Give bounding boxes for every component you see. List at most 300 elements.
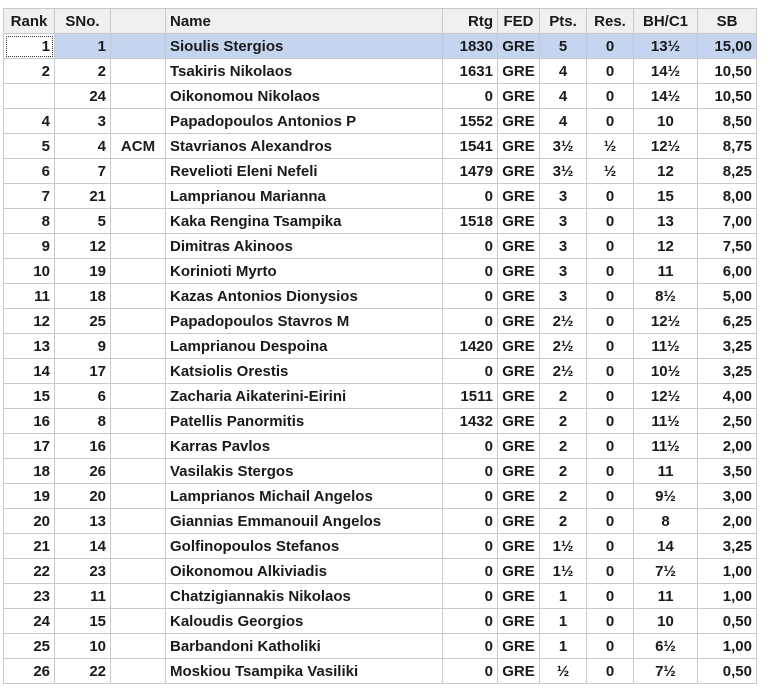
cell-fed: GRE (498, 234, 540, 259)
table-row[interactable] (4, 59, 757, 84)
column-header-sb[interactable]: SB (698, 9, 757, 34)
cell-rank: 8 (4, 209, 55, 234)
cell-fed: GRE (498, 309, 540, 334)
cell-bh: 9½ (634, 484, 698, 509)
cell-name: Revelioti Eleni Nefeli (166, 159, 443, 184)
cell-sb: 3,25 (698, 334, 757, 359)
cell-bh: 8 (634, 509, 698, 534)
cell-rtg: 0 (443, 609, 498, 634)
cell-sno: 13 (55, 509, 111, 534)
cell-title (111, 109, 166, 134)
cell-bh: 13 (634, 209, 698, 234)
cell-sb: 3,25 (698, 359, 757, 384)
cell-pts: 1½ (540, 559, 587, 584)
cell-rank: 7 (4, 184, 55, 209)
cell-title (111, 609, 166, 634)
cell-name: Sioulis Stergios (166, 34, 443, 59)
cell-rank: 10 (4, 259, 55, 284)
cell-sno: 8 (55, 409, 111, 434)
table-row[interactable] (4, 34, 757, 59)
cell-name: Zacharia Aikaterini-Eirini (166, 384, 443, 409)
cell-fed: GRE (498, 359, 540, 384)
cell-rtg: 0 (443, 184, 498, 209)
table-row[interactable] (4, 109, 757, 134)
table-row[interactable] (4, 484, 757, 509)
cell-rank: 23 (4, 584, 55, 609)
cell-rank: 22 (4, 559, 55, 584)
table-row[interactable] (4, 184, 757, 209)
cell-sb: 7,00 (698, 209, 757, 234)
cell-fed: GRE (498, 384, 540, 409)
cell-fed: GRE (498, 459, 540, 484)
cell-pts: 2½ (540, 334, 587, 359)
cell-fed: GRE (498, 609, 540, 634)
cell-pts: 5 (540, 34, 587, 59)
cell-sno: 23 (55, 559, 111, 584)
header-row (4, 9, 757, 34)
cell-rank: 19 (4, 484, 55, 509)
cell-res: 0 (587, 609, 634, 634)
cell-fed: GRE (498, 259, 540, 284)
column-header-res[interactable]: Res. (587, 9, 634, 34)
cell-title (111, 234, 166, 259)
cell-sb: 15,00 (698, 34, 757, 59)
cell-name: Karras Pavlos (166, 434, 443, 459)
cell-pts: 1 (540, 609, 587, 634)
cell-sno: 15 (55, 609, 111, 634)
cell-name: Moskiou Tsampika Vasiliki (166, 659, 443, 684)
cell-rtg: 0 (443, 584, 498, 609)
cell-fed: GRE (498, 584, 540, 609)
cell-bh: 12½ (634, 384, 698, 409)
cell-rank: 11 (4, 284, 55, 309)
cell-title (111, 34, 166, 59)
cell-name: Vasilakis Stergos (166, 459, 443, 484)
table-row[interactable] (4, 334, 757, 359)
cell-res: 0 (587, 284, 634, 309)
cell-name: Patellis Panormitis (166, 409, 443, 434)
cell-rtg: 0 (443, 359, 498, 384)
cell-bh: 11 (634, 584, 698, 609)
cell-sb: 6,25 (698, 309, 757, 334)
cell-bh: 14½ (634, 59, 698, 84)
cell-name: Dimitras Akinoos (166, 234, 443, 259)
cell-fed: GRE (498, 284, 540, 309)
cell-fed: GRE (498, 159, 540, 184)
table-row[interactable] (4, 534, 757, 559)
cell-res: ½ (587, 159, 634, 184)
cell-res: 0 (587, 484, 634, 509)
cell-title (111, 634, 166, 659)
cell-rtg: 1552 (443, 109, 498, 134)
cell-sno: 10 (55, 634, 111, 659)
cell-name: Katsiolis Orestis (166, 359, 443, 384)
cell-sb: 10,50 (698, 84, 757, 109)
table-row[interactable] (4, 409, 757, 434)
cell-pts: 3 (540, 284, 587, 309)
cell-sb: 0,50 (698, 659, 757, 684)
cell-name: Kaloudis Georgios (166, 609, 443, 634)
cell-title (111, 559, 166, 584)
cell-bh: 15 (634, 184, 698, 209)
cell-bh: 8½ (634, 284, 698, 309)
table-row[interactable] (4, 159, 757, 184)
cell-name: Lamprianou Marianna (166, 184, 443, 209)
cell-pts: 2½ (540, 359, 587, 384)
cell-bh: 12½ (634, 309, 698, 334)
cell-res: 0 (587, 534, 634, 559)
cell-rtg: 0 (443, 484, 498, 509)
cell-title (111, 184, 166, 209)
cell-sb: 1,00 (698, 559, 757, 584)
cell-fed: GRE (498, 184, 540, 209)
cell-pts: 2 (540, 484, 587, 509)
cell-sno: 5 (55, 209, 111, 234)
table-row[interactable] (4, 509, 757, 534)
cell-fed: GRE (498, 134, 540, 159)
cell-title (111, 409, 166, 434)
cell-sb: 4,00 (698, 384, 757, 409)
cell-res: 0 (587, 459, 634, 484)
cell-name: Korinioti Myrto (166, 259, 443, 284)
cell-sb: 8,25 (698, 159, 757, 184)
cell-name: Lamprianos Michail Angelos (166, 484, 443, 509)
cell-title (111, 309, 166, 334)
cell-res: 0 (587, 234, 634, 259)
cell-name: Lamprianou Despoina (166, 334, 443, 359)
cell-pts: 2 (540, 434, 587, 459)
cell-rtg: 1830 (443, 34, 498, 59)
cell-name: Golfinopoulos Stefanos (166, 534, 443, 559)
cell-sno: 3 (55, 109, 111, 134)
cell-fed: GRE (498, 334, 540, 359)
column-header-title[interactable] (111, 9, 166, 34)
cell-sb: 5,00 (698, 284, 757, 309)
cell-rank: 13 (4, 334, 55, 359)
cell-rank: 24 (4, 609, 55, 634)
column-header-bh[interactable]: BH/C1 (634, 9, 698, 34)
cell-res: 0 (587, 584, 634, 609)
cell-sno: 20 (55, 484, 111, 509)
cell-sno: 4 (55, 134, 111, 159)
cell-bh: 6½ (634, 634, 698, 659)
cell-rtg: 0 (443, 509, 498, 534)
table-row[interactable] (4, 609, 757, 634)
cell-title (111, 584, 166, 609)
cell-res: ½ (587, 134, 634, 159)
cell-bh: 12 (634, 234, 698, 259)
cell-sb: 2,00 (698, 509, 757, 534)
cell-sno: 11 (55, 584, 111, 609)
cell-name: Barbandoni Katholiki (166, 634, 443, 659)
cell-title (111, 59, 166, 84)
cell-title (111, 659, 166, 684)
cell-sb: 2,00 (698, 434, 757, 459)
cell-bh: 11½ (634, 334, 698, 359)
table-row[interactable] (4, 559, 757, 584)
cell-sb: 8,75 (698, 134, 757, 159)
cell-sb: 1,00 (698, 634, 757, 659)
cell-pts: 3 (540, 184, 587, 209)
cell-rank: 16 (4, 409, 55, 434)
cell-sb: 8,50 (698, 109, 757, 134)
column-header-pts[interactable]: Pts. (540, 9, 587, 34)
cell-rank: 12 (4, 309, 55, 334)
cell-rank: 18 (4, 459, 55, 484)
cell-fed: GRE (498, 534, 540, 559)
cell-pts: 1½ (540, 534, 587, 559)
cell-bh: 12 (634, 159, 698, 184)
cell-pts: ½ (540, 659, 587, 684)
cell-bh: 11½ (634, 409, 698, 434)
cell-sno: 14 (55, 534, 111, 559)
cell-rtg: 1511 (443, 384, 498, 409)
table-header (4, 9, 757, 34)
cell-rtg: 0 (443, 459, 498, 484)
cell-rtg: 0 (443, 434, 498, 459)
cell-pts: 2½ (540, 309, 587, 334)
cell-pts: 3 (540, 259, 587, 284)
cell-name: Chatzigiannakis Nikolaos (166, 584, 443, 609)
cell-sno: 2 (55, 59, 111, 84)
cell-name: Stavrianos Alexandros (166, 134, 443, 159)
cell-bh: 12½ (634, 134, 698, 159)
cell-fed: GRE (498, 484, 540, 509)
cell-res: 0 (587, 384, 634, 409)
cell-title (111, 509, 166, 534)
cell-rtg: 1420 (443, 334, 498, 359)
cell-title (111, 209, 166, 234)
cell-res: 0 (587, 359, 634, 384)
cell-sb: 3,50 (698, 459, 757, 484)
cell-rtg: 1541 (443, 134, 498, 159)
cell-fed: GRE (498, 109, 540, 134)
column-header-rtg[interactable]: Rtg (443, 9, 498, 34)
cell-fed: GRE (498, 84, 540, 109)
column-header-name[interactable]: Name (166, 9, 443, 34)
cell-title (111, 534, 166, 559)
table-row[interactable] (4, 234, 757, 259)
cell-title (111, 484, 166, 509)
cell-pts: 2 (540, 409, 587, 434)
table-row[interactable] (4, 434, 757, 459)
column-header-sno[interactable]: SNo. (55, 9, 111, 34)
cell-fed: GRE (498, 634, 540, 659)
cell-sno: 19 (55, 259, 111, 284)
cell-title (111, 459, 166, 484)
cell-sno: 16 (55, 434, 111, 459)
cell-res: 0 (587, 509, 634, 534)
cell-pts: 3½ (540, 159, 587, 184)
cell-fed: GRE (498, 59, 540, 84)
table-row[interactable] (4, 134, 757, 159)
column-header-rank[interactable]: Rank (4, 9, 55, 34)
cell-pts: 2 (540, 384, 587, 409)
cell-res: 0 (587, 409, 634, 434)
cell-rtg: 1631 (443, 59, 498, 84)
cell-rank (4, 84, 55, 109)
cell-title: ACM (111, 134, 166, 159)
cell-fed: GRE (498, 509, 540, 534)
cell-rtg: 0 (443, 84, 498, 109)
cell-name: Oikonomou Nikolaos (166, 84, 443, 109)
cell-rank: 4 (4, 109, 55, 134)
cell-bh: 14½ (634, 84, 698, 109)
standings-table-container (3, 8, 757, 684)
table-row[interactable] (4, 84, 757, 109)
cell-sb: 6,00 (698, 259, 757, 284)
cell-sb: 1,00 (698, 584, 757, 609)
cell-pts: 3½ (540, 134, 587, 159)
table-row[interactable] (4, 384, 757, 409)
cell-rtg: 0 (443, 309, 498, 334)
cell-bh: 11½ (634, 434, 698, 459)
cell-res: 0 (587, 634, 634, 659)
cell-rtg: 0 (443, 284, 498, 309)
cell-rtg: 0 (443, 534, 498, 559)
cell-res: 0 (587, 259, 634, 284)
cell-sb: 10,50 (698, 59, 757, 84)
cell-name: Papadopoulos Stavros M (166, 309, 443, 334)
cell-bh: 10 (634, 609, 698, 634)
cell-res: 0 (587, 659, 634, 684)
cell-name: Kazas Antonios Dionysios (166, 284, 443, 309)
column-header-fed[interactable]: FED (498, 9, 540, 34)
table-row[interactable] (4, 359, 757, 384)
cell-title (111, 84, 166, 109)
table-row[interactable] (4, 259, 757, 284)
cell-res: 0 (587, 334, 634, 359)
cell-title (111, 359, 166, 384)
table-row[interactable] (4, 309, 757, 334)
cell-fed: GRE (498, 209, 540, 234)
cell-pts: 2 (540, 459, 587, 484)
cell-sno: 1 (55, 34, 111, 59)
table-row[interactable] (4, 659, 757, 684)
cell-sno: 7 (55, 159, 111, 184)
cell-pts: 2 (540, 509, 587, 534)
cell-rank: 1 (4, 34, 55, 59)
cell-sb: 2,50 (698, 409, 757, 434)
cell-title (111, 259, 166, 284)
cell-sb: 0,50 (698, 609, 757, 634)
cell-rtg: 0 (443, 259, 498, 284)
cell-sno: 9 (55, 334, 111, 359)
cell-pts: 3 (540, 209, 587, 234)
cell-rtg: 1432 (443, 409, 498, 434)
cell-fed: GRE (498, 34, 540, 59)
cell-name: Giannias Emmanouil Angelos (166, 509, 443, 534)
cell-sno: 17 (55, 359, 111, 384)
cell-rank: 21 (4, 534, 55, 559)
table-row[interactable] (4, 634, 757, 659)
cell-rtg: 0 (443, 234, 498, 259)
cell-bh: 10½ (634, 359, 698, 384)
cell-title (111, 384, 166, 409)
cell-rank: 20 (4, 509, 55, 534)
cell-rank: 2 (4, 59, 55, 84)
cell-pts: 3 (540, 234, 587, 259)
cell-res: 0 (587, 559, 634, 584)
table-row[interactable] (4, 584, 757, 609)
cell-rank: 9 (4, 234, 55, 259)
cell-sno: 21 (55, 184, 111, 209)
cell-name: Kaka Rengina Tsampika (166, 209, 443, 234)
cell-bh: 11 (634, 259, 698, 284)
cell-rank: 14 (4, 359, 55, 384)
cell-rtg: 1479 (443, 159, 498, 184)
cell-rank: 15 (4, 384, 55, 409)
cell-title (111, 434, 166, 459)
cell-bh: 14 (634, 534, 698, 559)
cell-res: 0 (587, 434, 634, 459)
cell-pts: 1 (540, 584, 587, 609)
cell-name: Papadopoulos Antonios P (166, 109, 443, 134)
cell-title (111, 284, 166, 309)
cell-sno: 18 (55, 284, 111, 309)
cell-res: 0 (587, 209, 634, 234)
cell-fed: GRE (498, 659, 540, 684)
cell-bh: 7½ (634, 659, 698, 684)
cell-rank: 25 (4, 634, 55, 659)
cell-rank: 5 (4, 134, 55, 159)
cell-sno: 24 (55, 84, 111, 109)
cell-rtg: 0 (443, 659, 498, 684)
cell-title (111, 159, 166, 184)
cell-pts: 4 (540, 84, 587, 109)
cell-bh: 10 (634, 109, 698, 134)
cell-fed: GRE (498, 434, 540, 459)
cell-name: Tsakiris Nikolaos (166, 59, 443, 84)
cell-pts: 1 (540, 634, 587, 659)
cell-res: 0 (587, 84, 634, 109)
cell-sno: 22 (55, 659, 111, 684)
cell-sno: 6 (55, 384, 111, 409)
cell-rank: 17 (4, 434, 55, 459)
cell-sno: 26 (55, 459, 111, 484)
cell-fed: GRE (498, 559, 540, 584)
cell-sno: 12 (55, 234, 111, 259)
table-row[interactable] (4, 209, 757, 234)
cell-pts: 4 (540, 109, 587, 134)
cell-sb: 3,25 (698, 534, 757, 559)
cell-rank: 6 (4, 159, 55, 184)
cell-rtg: 0 (443, 559, 498, 584)
cell-pts: 4 (540, 59, 587, 84)
cell-res: 0 (587, 184, 634, 209)
cell-title (111, 334, 166, 359)
cell-sb: 3,00 (698, 484, 757, 509)
cell-sb: 7,50 (698, 234, 757, 259)
cell-name: Oikonomou Alkiviadis (166, 559, 443, 584)
cell-sb: 8,00 (698, 184, 757, 209)
cell-res: 0 (587, 109, 634, 134)
cell-bh: 7½ (634, 559, 698, 584)
cell-res: 0 (587, 34, 634, 59)
cell-res: 0 (587, 309, 634, 334)
cell-res: 0 (587, 59, 634, 84)
cell-rank: 26 (4, 659, 55, 684)
cell-fed: GRE (498, 409, 540, 434)
table-body (4, 34, 757, 684)
cell-rtg: 0 (443, 634, 498, 659)
standings-table (3, 8, 757, 684)
cell-bh: 13½ (634, 34, 698, 59)
table-row[interactable] (4, 459, 757, 484)
table-row[interactable] (4, 284, 757, 309)
cell-bh: 11 (634, 459, 698, 484)
cell-rtg: 1518 (443, 209, 498, 234)
